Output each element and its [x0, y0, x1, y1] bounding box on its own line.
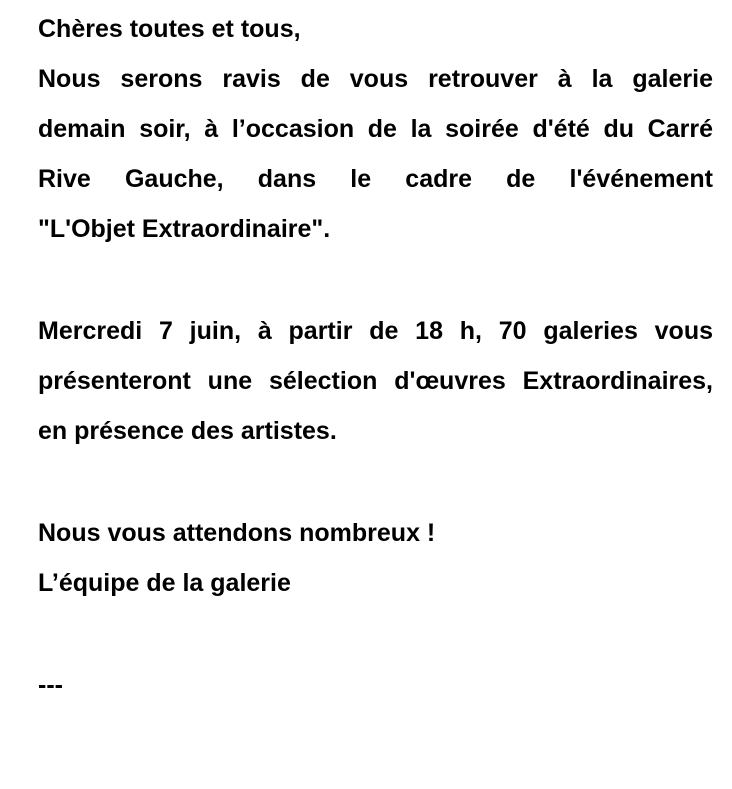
paragraph-event-details — [38, 306, 713, 456]
invitation-line-1: Nous serons ravis de vous retrouver à la galerie — [38, 65, 713, 93]
invitation-line-4: "L'Objet Extraordinaire". — [38, 215, 331, 243]
greeting-line: Chères toutes et tous, — [38, 15, 301, 43]
closing-line-2: L’équipe de la galerie — [38, 569, 291, 597]
invitation-line-3: Rive Gauche, dans le cadre de l'événement — [38, 165, 713, 193]
invitation-line-2: demain soir, à l’occasion de la soirée d'été du Carré — [38, 115, 713, 143]
event-details-line-1: Mercredi 7 juin, à partir de 18 h, 70 galeries vous — [38, 317, 713, 345]
closing-lines — [38, 508, 713, 608]
event-details-line-3: en présence des artistes. — [38, 417, 337, 445]
paragraph-invitation — [38, 54, 713, 254]
event-details-line-2: présenteront une sélection d'œuvres Extraordinaires, — [38, 367, 713, 395]
closing-line-1: Nous vous attendons nombreux ! — [38, 519, 436, 547]
signature-divider: --- — [38, 671, 63, 699]
